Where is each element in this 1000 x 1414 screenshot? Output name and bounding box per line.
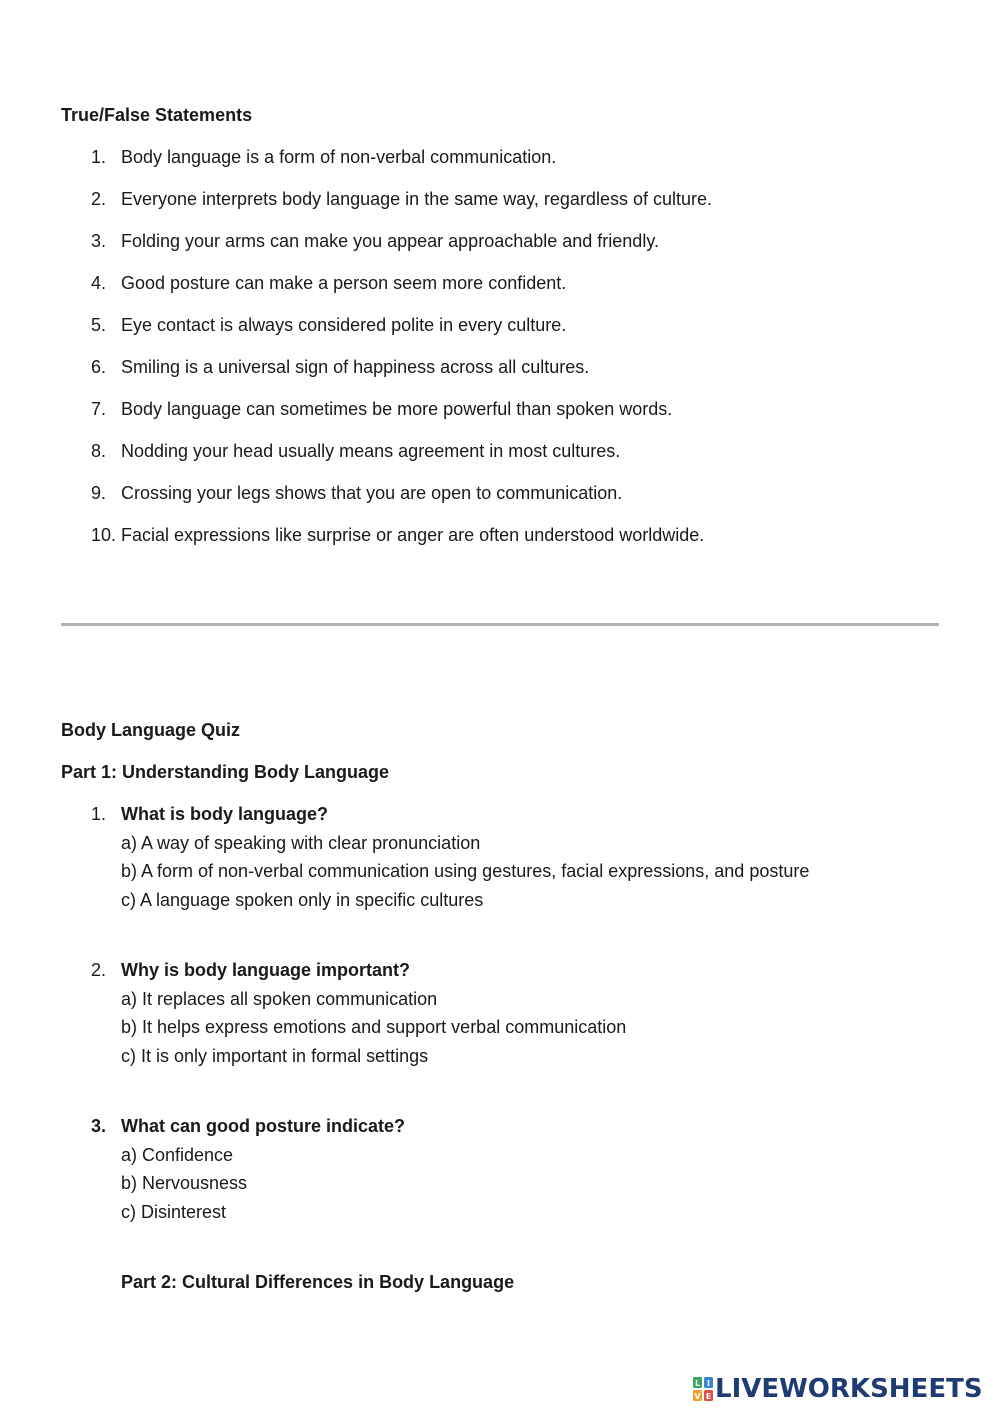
- statement-text: Folding your arms can make you appear approachable and friendly.: [121, 231, 659, 251]
- question-number: 1.: [91, 804, 107, 824]
- item-number: 4.: [91, 273, 107, 293]
- option-c: c) Disinterest: [121, 1202, 227, 1222]
- option-a: a) Confidence: [121, 1145, 234, 1165]
- statement-text: Crossing your legs shows that you are open to communication.: [121, 483, 623, 503]
- svg-text:L: L: [694, 1379, 701, 1388]
- item-number: 9.: [91, 483, 107, 503]
- list-item: [0, 313, 1000, 355]
- item-number: 2.: [91, 189, 107, 209]
- option-b: b) A form of non-verbal communication using gestures, facial expressions, and posture: [121, 861, 810, 881]
- list-item: [0, 523, 1000, 565]
- item-number: 1.: [91, 147, 107, 167]
- svg-text:I: I: [707, 1379, 710, 1388]
- statement-text: Eye contact is always considered polite in every culture.: [121, 315, 567, 335]
- list-item: [0, 355, 1000, 397]
- statement-text: Body language is a form of non-verbal communication.: [121, 147, 557, 167]
- item-number: 3.: [91, 231, 107, 251]
- option-b: b) It helps express emotions and support verbal communication: [121, 1017, 627, 1037]
- list-item: [0, 439, 1000, 481]
- statement-text: Good posture can make a person seem more confident.: [121, 273, 567, 293]
- liveworksheets-logo-icon: [693, 1377, 713, 1401]
- list-item: [0, 481, 1000, 523]
- true-false-list: [0, 145, 1000, 565]
- question-number: 2.: [91, 960, 107, 980]
- statement-text: Body language can sometimes be more powerful than spoken words.: [121, 399, 673, 419]
- list-item: [0, 145, 1000, 187]
- statement-text: Everyone interprets body language in the same way, regardless of culture.: [121, 189, 712, 209]
- liveworksheets-branding: [693, 1374, 983, 1404]
- option-c: c) It is only important in formal settings: [121, 1046, 429, 1066]
- item-number: 7.: [91, 399, 107, 419]
- part2-title: Part 2: Cultural Differences in Body Language: [121, 1272, 515, 1292]
- true-false-title: True/False Statements: [61, 105, 253, 125]
- brand-name: LIVEWORKSHEETS: [715, 1374, 983, 1404]
- list-item: [0, 187, 1000, 229]
- section-divider: [61, 623, 939, 626]
- svg-text:E: E: [705, 1392, 712, 1401]
- question-number: 3.: [91, 1116, 107, 1136]
- option-b: b) Nervousness: [121, 1173, 248, 1193]
- item-number: 6.: [91, 357, 107, 377]
- list-item: [0, 397, 1000, 439]
- statement-text: Smiling is a universal sign of happiness across all cultures.: [121, 357, 590, 377]
- statement-text: Nodding your head usually means agreement in most cultures.: [121, 441, 621, 461]
- question-text: Why is body language important?: [121, 960, 411, 980]
- list-item: [0, 229, 1000, 271]
- statement-text: Facial expressions like surprise or anger are often understood worldwide.: [121, 525, 705, 545]
- list-item: [0, 271, 1000, 313]
- question-text: What is body language?: [121, 804, 329, 824]
- svg-text:V: V: [694, 1392, 701, 1401]
- question-text: What can good posture indicate?: [121, 1116, 406, 1136]
- option-a: a) A way of speaking with clear pronunciation: [121, 833, 481, 853]
- item-number: 8.: [91, 441, 107, 461]
- option-c: c) A language spoken only in specific cultures: [121, 890, 484, 910]
- quiz-title: Body Language Quiz: [61, 720, 241, 740]
- part1-title: Part 1: Understanding Body Language: [61, 762, 390, 782]
- item-number: 5.: [91, 315, 107, 335]
- item-number: 10.: [91, 525, 117, 545]
- option-a: a) It replaces all spoken communication: [121, 989, 438, 1009]
